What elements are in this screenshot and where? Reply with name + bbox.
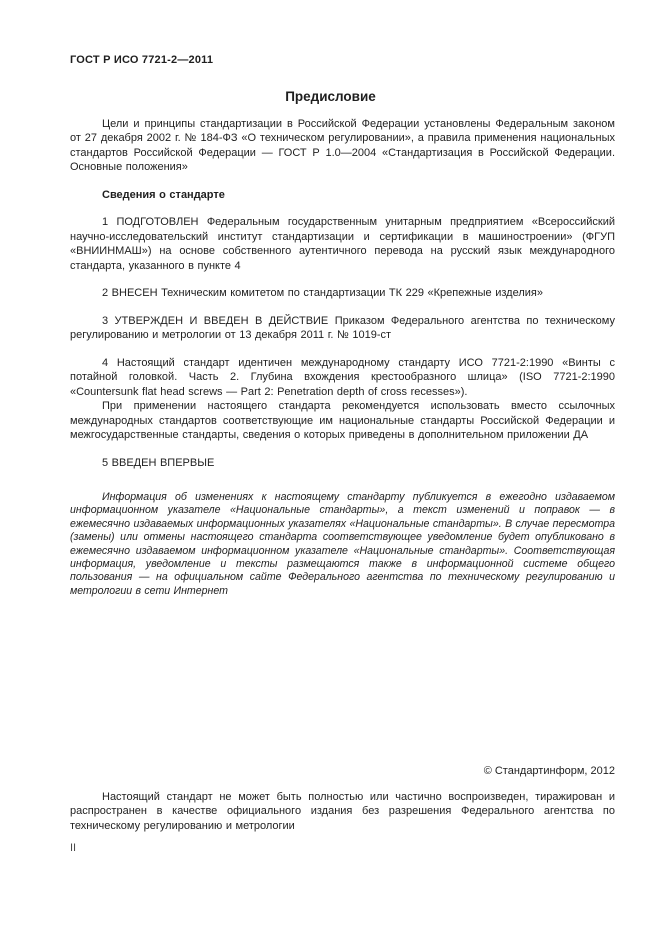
clause-1-prepared-by: 1 ПОДГОТОВЛЕН Федеральным государственным унитарным предприятием «Всероссийский научно-исследовательский институт стандартизации и сертификации в машиностроении» (ФГУП «ВНИИНМАШ») на основе собственного аутентичного перевода на русский язык международного стандарта, указанного в пункте 4 — [70, 216, 615, 272]
page-title: Предисловие — [285, 88, 376, 104]
clause-2-submitted-by: 2 ВНЕСЕН Техническим комитетом по стандартизации ТК 229 «Крепежные изделия» — [102, 287, 543, 299]
doc-number: ГОСТ Р ИСО 7721-2—2011 — [70, 54, 214, 66]
clause-3-approved-by: 3 УТВЕРЖДЕН И ВВЕДЕН В ДЕЙСТВИЕ Приказом Федерального агентства по техническому регулированию и метрологии от 13 декабря 2011 г. № 1019-ст — [70, 314, 615, 341]
page-number: II — [70, 842, 77, 854]
copyright-line: © Стандартинформ, 2012 — [483, 765, 615, 777]
clause-4-continuation: При применении настоящего стандарта рекомендуется использовать вместо ссылочных международных стандартов соответствующие им национальные стандарты Российской Федерации и межгосударственные стандарты, сведения о которых приведены в дополнительном приложении ДА — [70, 400, 615, 441]
amendments-note: Информация об изменениях к настоящему стандарту публикуется в ежегодно издаваемом информационном указателе «Национальные стандарты», а текст изменений и поправок — в ежемесячно издаваемых информационных указателях «Национальные стандарты». В случае пересмотра (замены) или отмены настоящего стандарта соответствующее уведомление будет опубликовано в ежемесячно издаваемом информационном указателе «Национальные стандарты». Соответствующая информация, уведомление и тексты размещаются также в информационной системе общего пользования — на официальном сайте Федерального агентства по техническому регулированию и метрологии в сети Интернет — [70, 491, 615, 597]
page-footer — [70, 764, 615, 856]
clause-4-identical-standard: 4 Настоящий стандарт идентичен международному стандарту ИСО 7721-2:1990 «Винты с потайной головкой. Часть 2. Глубина вхождения крестообразного шлица» (ISO 7721-2:1990 «Countersunk flat head screws — Part 2: Penetration depth of cross recesses»). — [70, 356, 615, 398]
standard-info-heading: Сведения о стандарте — [102, 188, 225, 201]
reproduction-restriction: Настоящий стандарт не может быть полностью или частично воспроизведен, тиражирован и распространен в качестве официального издания без разрешения Федерального агентства по техническому регулированию и метрологии — [70, 790, 615, 832]
clause-5-first-introduced: 5 ВВЕДЕН ВПЕРВЫЕ — [102, 456, 215, 469]
intro-paragraph: Цели и принципы стандартизации в Российской Федерации установлены Федеральным законом от 27 декабря 2002 г. № 184-ФЗ «О техническом регулировании», а правила применения национальных стандартов Российской Федерации — ГОСТ Р 1.0—2004 «Стандартизация в Российской Федерации. Основные положения» — [70, 117, 615, 173]
